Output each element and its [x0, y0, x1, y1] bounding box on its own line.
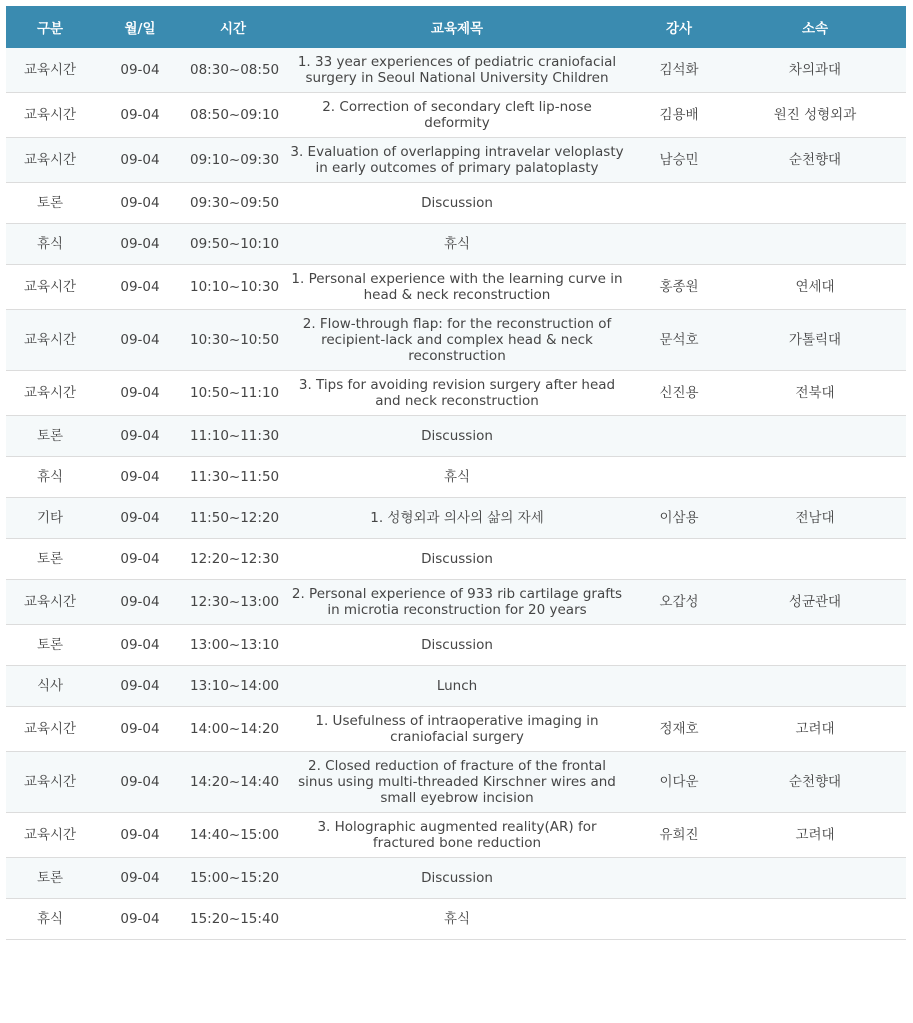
- cell-time: 11:30~11:50: [186, 457, 280, 498]
- cell-affiliation: [724, 183, 906, 224]
- cell-date: 09-04: [94, 48, 186, 93]
- cell-affiliation: [724, 224, 906, 265]
- cell-affiliation: [724, 858, 906, 899]
- cell-lecturer: [634, 457, 724, 498]
- schedule-table-wrapper: [6, 6, 906, 940]
- cell-type: 교육시간: [6, 580, 94, 625]
- cell-date: 09-04: [94, 666, 186, 707]
- cell-title: Lunch: [280, 666, 634, 707]
- cell-lecturer: 정재호: [634, 707, 724, 752]
- cell-title: 3. Evaluation of overlapping intravelar veloplasty in early outcomes of primary palatoplasty: [280, 138, 634, 183]
- cell-title: 1. Personal experience with the learning curve in head & neck reconstruction: [280, 265, 634, 310]
- table-row: [6, 752, 906, 813]
- schedule-table: [6, 6, 906, 940]
- cell-lecturer: [634, 666, 724, 707]
- cell-title: 휴식: [280, 899, 634, 940]
- cell-affiliation: 고려대: [724, 707, 906, 752]
- table-row: [6, 666, 906, 707]
- cell-time: 10:50~11:10: [186, 371, 280, 416]
- cell-type: 휴식: [6, 224, 94, 265]
- cell-type: 교육시간: [6, 813, 94, 858]
- table-header-row: [6, 6, 906, 48]
- cell-lecturer: [634, 183, 724, 224]
- cell-affiliation: 연세대: [724, 265, 906, 310]
- table-row: [6, 371, 906, 416]
- table-row: [6, 416, 906, 457]
- cell-type: 토론: [6, 416, 94, 457]
- cell-type: 교육시간: [6, 707, 94, 752]
- cell-lecturer: [634, 899, 724, 940]
- cell-affiliation: 가톨릭대: [724, 310, 906, 371]
- cell-time: 13:00~13:10: [186, 625, 280, 666]
- cell-affiliation: 순천향대: [724, 138, 906, 183]
- header-title: 교육제목: [280, 6, 634, 48]
- cell-lecturer: [634, 625, 724, 666]
- cell-title: Discussion: [280, 416, 634, 457]
- cell-date: 09-04: [94, 899, 186, 940]
- table-body: [6, 48, 906, 940]
- table-row: [6, 813, 906, 858]
- table-row: [6, 580, 906, 625]
- cell-title: 휴식: [280, 224, 634, 265]
- cell-lecturer: [634, 416, 724, 457]
- cell-lecturer: 신진용: [634, 371, 724, 416]
- cell-affiliation: 순천향대: [724, 752, 906, 813]
- cell-date: 09-04: [94, 498, 186, 539]
- table-row: [6, 498, 906, 539]
- cell-time: 11:10~11:30: [186, 416, 280, 457]
- cell-title: 2. Correction of secondary cleft lip-nose deformity: [280, 93, 634, 138]
- cell-date: 09-04: [94, 371, 186, 416]
- cell-type: 휴식: [6, 899, 94, 940]
- cell-affiliation: 전북대: [724, 371, 906, 416]
- cell-affiliation: 차의과대: [724, 48, 906, 93]
- cell-affiliation: 전남대: [724, 498, 906, 539]
- table-row: [6, 224, 906, 265]
- cell-lecturer: 문석호: [634, 310, 724, 371]
- table-row: [6, 625, 906, 666]
- cell-time: 11:50~12:20: [186, 498, 280, 539]
- cell-title: 1. Usefulness of intraoperative imaging in craniofacial surgery: [280, 707, 634, 752]
- cell-date: 09-04: [94, 224, 186, 265]
- cell-affiliation: 고려대: [724, 813, 906, 858]
- cell-title: 2. Closed reduction of fracture of the frontal sinus using multi-threaded Kirschner wires and small eyebrow incision: [280, 752, 634, 813]
- cell-type: 식사: [6, 666, 94, 707]
- cell-title: Discussion: [280, 539, 634, 580]
- cell-lecturer: [634, 858, 724, 899]
- cell-lecturer: 남승민: [634, 138, 724, 183]
- header-type: 구분: [6, 6, 94, 48]
- cell-date: 09-04: [94, 138, 186, 183]
- table-row: [6, 265, 906, 310]
- cell-time: 08:30~08:50: [186, 48, 280, 93]
- cell-date: 09-04: [94, 858, 186, 899]
- cell-type: 토론: [6, 539, 94, 580]
- cell-date: 09-04: [94, 183, 186, 224]
- cell-date: 09-04: [94, 265, 186, 310]
- cell-affiliation: [724, 666, 906, 707]
- cell-affiliation: 성균관대: [724, 580, 906, 625]
- cell-date: 09-04: [94, 752, 186, 813]
- cell-type: 토론: [6, 858, 94, 899]
- table-row: [6, 138, 906, 183]
- cell-type: 토론: [6, 625, 94, 666]
- cell-type: 교육시간: [6, 752, 94, 813]
- cell-time: 09:50~10:10: [186, 224, 280, 265]
- cell-type: 교육시간: [6, 93, 94, 138]
- cell-lecturer: 김용배: [634, 93, 724, 138]
- cell-time: 15:00~15:20: [186, 858, 280, 899]
- cell-time: 09:30~09:50: [186, 183, 280, 224]
- table-row: [6, 310, 906, 371]
- cell-date: 09-04: [94, 93, 186, 138]
- cell-date: 09-04: [94, 457, 186, 498]
- table-row: [6, 457, 906, 498]
- cell-time: 12:20~12:30: [186, 539, 280, 580]
- cell-title: Discussion: [280, 625, 634, 666]
- cell-affiliation: [724, 539, 906, 580]
- cell-type: 교육시간: [6, 138, 94, 183]
- table-row: [6, 539, 906, 580]
- cell-time: 08:50~09:10: [186, 93, 280, 138]
- header-date: 월/일: [94, 6, 186, 48]
- cell-lecturer: 김석화: [634, 48, 724, 93]
- table-row: [6, 183, 906, 224]
- cell-date: 09-04: [94, 707, 186, 752]
- table-row: [6, 858, 906, 899]
- cell-title: 1. 성형외과 의사의 삶의 자세: [280, 498, 634, 539]
- cell-title: 3. Tips for avoiding revision surgery after head and neck reconstruction: [280, 371, 634, 416]
- cell-title: Discussion: [280, 183, 634, 224]
- table-row: [6, 707, 906, 752]
- cell-affiliation: [724, 625, 906, 666]
- cell-type: 휴식: [6, 457, 94, 498]
- cell-date: 09-04: [94, 416, 186, 457]
- cell-affiliation: [724, 899, 906, 940]
- cell-time: 10:10~10:30: [186, 265, 280, 310]
- cell-time: 09:10~09:30: [186, 138, 280, 183]
- header-lecturer: 강사: [634, 6, 724, 48]
- cell-affiliation: [724, 457, 906, 498]
- cell-type: 교육시간: [6, 265, 94, 310]
- header-affiliation: 소속: [724, 6, 906, 48]
- header-time: 시간: [186, 6, 280, 48]
- cell-type: 기타: [6, 498, 94, 539]
- cell-title: 2. Flow-through flap: for the reconstruction of recipient-lack and complex head & neck reconstruction: [280, 310, 634, 371]
- cell-date: 09-04: [94, 539, 186, 580]
- cell-type: 토론: [6, 183, 94, 224]
- cell-date: 09-04: [94, 310, 186, 371]
- cell-title: 2. Personal experience of 933 rib cartilage grafts in microtia reconstruction for 20 years: [280, 580, 634, 625]
- cell-time: 14:20~14:40: [186, 752, 280, 813]
- cell-affiliation: [724, 416, 906, 457]
- cell-time: 14:40~15:00: [186, 813, 280, 858]
- cell-time: 12:30~13:00: [186, 580, 280, 625]
- cell-lecturer: 오갑성: [634, 580, 724, 625]
- cell-affiliation: 원진 성형외과: [724, 93, 906, 138]
- cell-title: 1. 33 year experiences of pediatric craniofacial surgery in Seoul National University Children: [280, 48, 634, 93]
- table-row: [6, 899, 906, 940]
- cell-title: Discussion: [280, 858, 634, 899]
- cell-lecturer: 이삼용: [634, 498, 724, 539]
- table-row: [6, 93, 906, 138]
- cell-type: 교육시간: [6, 48, 94, 93]
- cell-lecturer: [634, 539, 724, 580]
- cell-time: 15:20~15:40: [186, 899, 280, 940]
- cell-lecturer: [634, 224, 724, 265]
- cell-lecturer: 홍종원: [634, 265, 724, 310]
- cell-date: 09-04: [94, 580, 186, 625]
- cell-type: 교육시간: [6, 310, 94, 371]
- cell-date: 09-04: [94, 813, 186, 858]
- cell-time: 13:10~14:00: [186, 666, 280, 707]
- cell-date: 09-04: [94, 625, 186, 666]
- cell-title: 휴식: [280, 457, 634, 498]
- table-row: [6, 48, 906, 93]
- cell-type: 교육시간: [6, 371, 94, 416]
- cell-lecturer: 유희진: [634, 813, 724, 858]
- cell-lecturer: 이다운: [634, 752, 724, 813]
- cell-title: 3. Holographic augmented reality(AR) for fractured bone reduction: [280, 813, 634, 858]
- cell-time: 10:30~10:50: [186, 310, 280, 371]
- cell-time: 14:00~14:20: [186, 707, 280, 752]
